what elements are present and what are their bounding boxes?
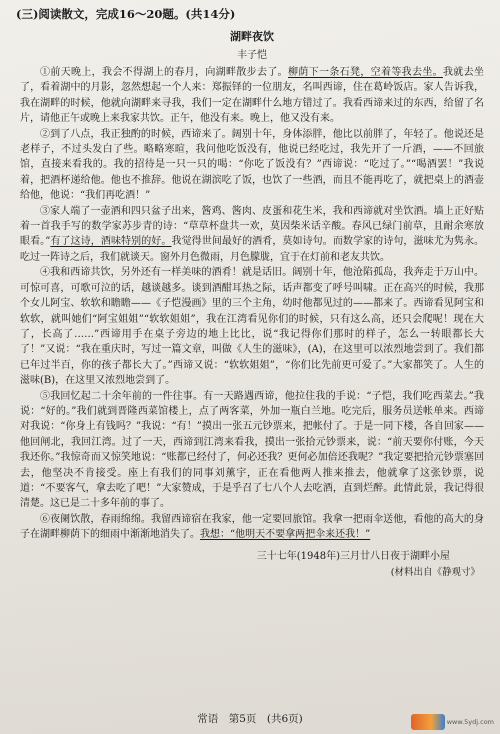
paragraph-text: ②到了八点，我正独酌的时候，西谛来了。阔别十年，身体添胖，他比以前胖了，年轻了。他说还是老样子，不过头发白了些。略略寒暄，我问他吃饭没有，他说已经吃过，我先开了一斤酒，——不回旅馆，直接来看我的。我的招待是一只一只的喝：“你吃了饭没有？”西谛说：“吃过了。”“喝酒罢！”我说着，把酒杯递给他。他也不推辞。他说在湖滨吃了饭，也饮了一些酒，而且不能再吃了，就把桌上的酒壶给他，他说：“我们再吃酒！”	[20, 128, 484, 202]
page-footer: 常语 第5页 (共6页)	[197, 713, 303, 725]
paragraph-text: ③家人端了一壶酒和四只盆子出来，酱鸡、酱肉、皮蛋和花生米，我和西谛就对坐饮酒。墙上正好贴着一首我手写的数学家苏步青的诗：“草草杯盘共一欢，莫因柴米话辛酸。春风已绿门前草，且耐余寒放眼看。”	[20, 205, 484, 248]
paragraph-text: 我觉得世间最好的酒肴，莫如诗句。而数学家的诗句，滋味尤为隽永。吃过一阵诗之后，我们就谈天。窗外月色微雨，月色朦胧，宜于在灯前和老友共饮。	[20, 236, 485, 263]
paragraph-text: ⑥夜阑饮散，春雨绵绵。我留西谛宿在我家，他一定要回旅馆。我拿一把雨伞送他，看他的高大的身子在湖畔柳荫下的细雨中渐渐地消失了。	[20, 513, 484, 541]
essay-author: 丰子恺	[237, 50, 267, 61]
paragraph	[20, 389, 484, 512]
paragraph	[20, 204, 484, 266]
paragraph-text: ①前天晚上，我会不得湖上的春月，向湖畔散步去了。	[40, 67, 288, 78]
paragraph	[20, 265, 484, 388]
source-line: (材料出自《静观寸》	[390, 566, 480, 578]
underlined-sentence: 柳荫下一条石凳，空着等我去坐。	[288, 67, 443, 78]
paragraph	[20, 127, 484, 204]
essay-body	[20, 65, 484, 543]
paragraph	[20, 65, 484, 127]
watermark-logo-icon	[411, 714, 445, 730]
watermark	[411, 714, 494, 730]
essay-title: 湖畔夜饮	[230, 30, 274, 43]
paragraph-text: ④我和西谛共饮，另外还有一样美味的酒肴！就是话旧。阔别十年，他沧陷孤岛，我奔走于万山中。可惊可喜，可歌可泣的话，越谈越多。谈到酒酣耳热之际，话声都变了呼号叫啸。正在高兴的时候，我那个女儿阿宝、软软和瞻瞻——《子恺漫画》里的三个主角，幼时他都见过的——都来了。西谛看见阿宝和软软，就叫她们“阿宝姐姐”“软软姐姐”，我在江湾看见你们的时候，只有这么高，还只会爬呢！现在大了，长高了……”西谛用手在桌子旁边的地上比比，说“我记得你们那时的样子，怎么一转眼都长大了！”又说：“我在重庆时，写过一篇文章，叫做《人生的滋味》，(A)，在这里可以浓烈地尝到了。我们都已年过半百，你的孩子都长大了。”西谛又说：“软软姐姐”，“你们比先前更可爱了。”大家都笑了。人生的滋味(B)，在这里又浓烈地尝到了。	[20, 267, 484, 387]
underlined-sentence: 有了这诗，酒味特别的好。	[50, 236, 172, 248]
section-heading: (三)阅读散文，完成16～20题。(共14分)	[16, 7, 236, 21]
paragraph-text: ⑤我回忆起二十余年前的一件往事。有一天路遇西谛，他拉住我的手说：“子恺，我们吃西菜去。”我说：“好的。”我们就到晋隆西菜馆楼上，点了两客菜，外加一瓶白兰地。吃完后，服务员送帐单来。西谛对我说：“你身上有钱吗？”我说：“有！”摸出一张五元钞票来，把帐付了。于是一同下楼，各自回家——他回闸北，我回江湾。过了一天，西谛到江湾来看我，摸出一张拾元钞票来，说：“前天要你付账，今天我还你。”我惊奇而又惊笑地说：“账都已经付了，何必还我？更何必加倍还我呢？”我定要把拾元钞票塞回去，他坚决不肯接受。座上有我们的同事刘薰宇，正在看他两人推来推去，他就拿了这张钞票，说道：“不要客气，拿去吃了吧！”大家赞成，于是乎召了七八个人去吃酒，直到烂醉。此情此景，我记得很清楚。这已是二十多年前的事了。	[20, 390, 484, 510]
underlined-sentence: 我想：“他明天不要拿两把伞来还我！”	[200, 529, 371, 541]
paragraph	[20, 512, 484, 543]
date-line: 三十七年(1948年)三月廿八日夜于湖畔小屋	[256, 550, 450, 562]
paragraph-text: 我就去坐了，看着湖中的月影，忽然想起一个人来：郑振铎的一位朋友，名叫西谛，住在葛岭饭店。家人告诉我，我在湖畔的时候，他就向湖畔来寻我，我们一定在湖畔什么地方错过了。我看西谛来过的东西，给留了名片，请他正午或晚上来我家共饮。正午，他没有来。晚上，他又没有来。	[20, 67, 485, 125]
watermark-site: www.5ydj.com	[446, 718, 494, 726]
